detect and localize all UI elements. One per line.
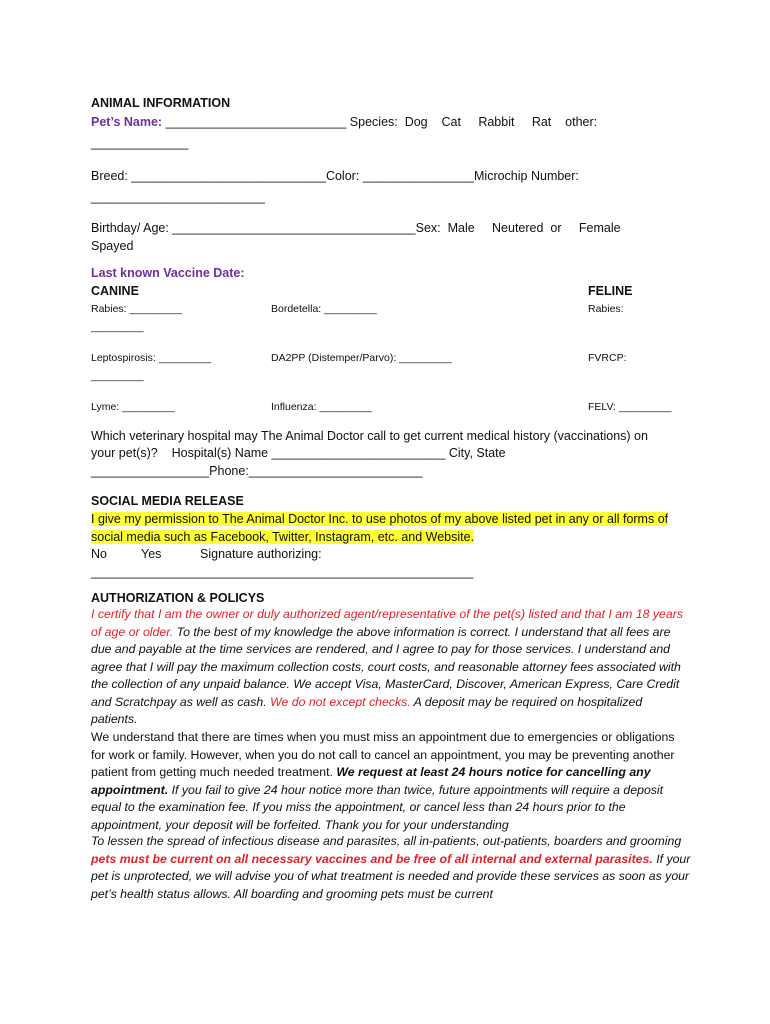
birthday-sex-row[interactable]: Birthday/ Age: ___________________________________Sex: Male Neutered or Female bbox=[91, 221, 621, 235]
hospital-phone-field[interactable]: _________________Phone:_________________________ bbox=[91, 464, 423, 478]
lepto-cont[interactable]: _________ bbox=[91, 370, 144, 382]
social-yes-option[interactable]: Yes bbox=[141, 547, 162, 561]
cancellation-request: We request at least 24 hours notice for cancelling any appointment. bbox=[91, 765, 651, 797]
cancellation-terms: If you fail to give 24 hour notice more than twice, future appointments will require a deposit equal to the examination fee. If you miss the appointment, or cancel less than 24 hours prior to the appointment, your deposit will be forfeited. Thank you for your understanding bbox=[91, 782, 664, 832]
no-checks-statement: We do not except checks. bbox=[270, 694, 411, 709]
feline-heading: FELINE bbox=[588, 284, 633, 298]
microchip-field[interactable]: _________________________ bbox=[91, 190, 265, 204]
canine-rabies-field[interactable]: Rabies: _________ bbox=[91, 303, 183, 315]
certify-statement: I certify that I am the owner or duly authorized agent/representative of the pet(s) listed and that I am 18 years of age or older. bbox=[91, 607, 683, 639]
pets-name-field[interactable]: __________________________ bbox=[165, 115, 347, 129]
da2pp-field[interactable]: DA2PP (Distemper/Parvo): _________ bbox=[271, 352, 452, 364]
hospital-name-field[interactable]: your pet(s)? Hospital(s) Name _________________________ City, State bbox=[91, 446, 506, 460]
pets-name-label: Pet’s Name: bbox=[91, 115, 163, 129]
spayed-option[interactable]: Spayed bbox=[91, 239, 134, 253]
species-options[interactable]: Species: Dog Cat Rabbit Rat other: bbox=[346, 115, 598, 129]
policy-paragraph-cancellation bbox=[91, 729, 691, 834]
species-other-field[interactable]: ______________ bbox=[91, 136, 189, 150]
pets-name-row bbox=[91, 113, 597, 131]
lyme-field[interactable]: Lyme: _________ bbox=[91, 401, 175, 413]
vaccine-policy-intro: To lessen the spread of infectious disease and parasites, all in-patients, out-patients, boarders and grooming bbox=[91, 834, 682, 848]
hospital-question: Which veterinary hospital may The Animal Doctor call to get current medical history (vaccinations) on bbox=[91, 429, 648, 443]
social-permission-line2: social media such as Facebook, Twitter, Instagram, etc. and Website. bbox=[91, 530, 475, 544]
social-no-option[interactable]: No bbox=[91, 547, 107, 561]
social-permission-line1: I give my permission to The Animal Doctor Inc. to use photos of my above listed pet in any or all forms of bbox=[91, 512, 669, 526]
signature-label: Signature authorizing: bbox=[200, 547, 322, 561]
canine-heading: CANINE bbox=[91, 284, 139, 298]
policies-heading: AUTHORIZATION & POLICYS bbox=[91, 591, 265, 605]
policy-paragraph-vaccines bbox=[91, 833, 691, 903]
breed-color-microchip-row[interactable]: Breed: ____________________________Color: ________________Microchip Number: bbox=[91, 169, 579, 183]
vaccine-requirement: pets must be current on all necessary vaccines and be free of all internal and external parasites. bbox=[91, 851, 653, 866]
signature-field[interactable]: _______________________________________________________ bbox=[91, 565, 474, 579]
social-media-heading: SOCIAL MEDIA RELEASE bbox=[91, 494, 244, 508]
canine-rabies-cont[interactable]: _________ bbox=[91, 321, 144, 333]
lepto-field[interactable]: Leptospirosis: _________ bbox=[91, 352, 212, 364]
feline-rabies-field[interactable]: Rabies: bbox=[588, 303, 624, 315]
vaccine-heading: Last known Vaccine Date: bbox=[91, 266, 245, 280]
felv-field[interactable]: FELV: _________ bbox=[588, 401, 672, 413]
fvrcp-field[interactable]: FVRCP: bbox=[588, 352, 627, 364]
payment-terms: To the best of my knowledge the above information is correct. I understand that all fees are due and payable at the time services are rendered, and I agree to pay for those services. I understand and agree that I will pay the maximum collection costs, court costs, and reasonable attorney fees associated with the collection of any unpaid balance. We accept Visa, MasterCard, Discover, American Express, Care Credit and Scratchpay as well as cash. bbox=[91, 624, 681, 709]
vaccine-policy-end: If your pet is unprotected, we will advise you of what treatment is needed and provide these services as soon as your pet’s health status allows. All boarding and grooming pets must be current bbox=[91, 851, 691, 901]
cancellation-intro: We understand that there are times when you must miss an appointment due to emergencies or obligations for work or family. However, when you do not call to cancel an appointment, you may be preventing another patient from getting much needed treatment. bbox=[91, 730, 675, 779]
bordetella-field[interactable]: Bordetella: _________ bbox=[271, 303, 377, 315]
influenza-field[interactable]: Influenza: _________ bbox=[271, 401, 373, 413]
animal-info-heading: ANIMAL INFORMATION bbox=[91, 96, 231, 110]
policy-paragraph-payment bbox=[91, 606, 691, 729]
deposit-statement: A deposit may be required on hospitalized patients. bbox=[91, 694, 643, 726]
